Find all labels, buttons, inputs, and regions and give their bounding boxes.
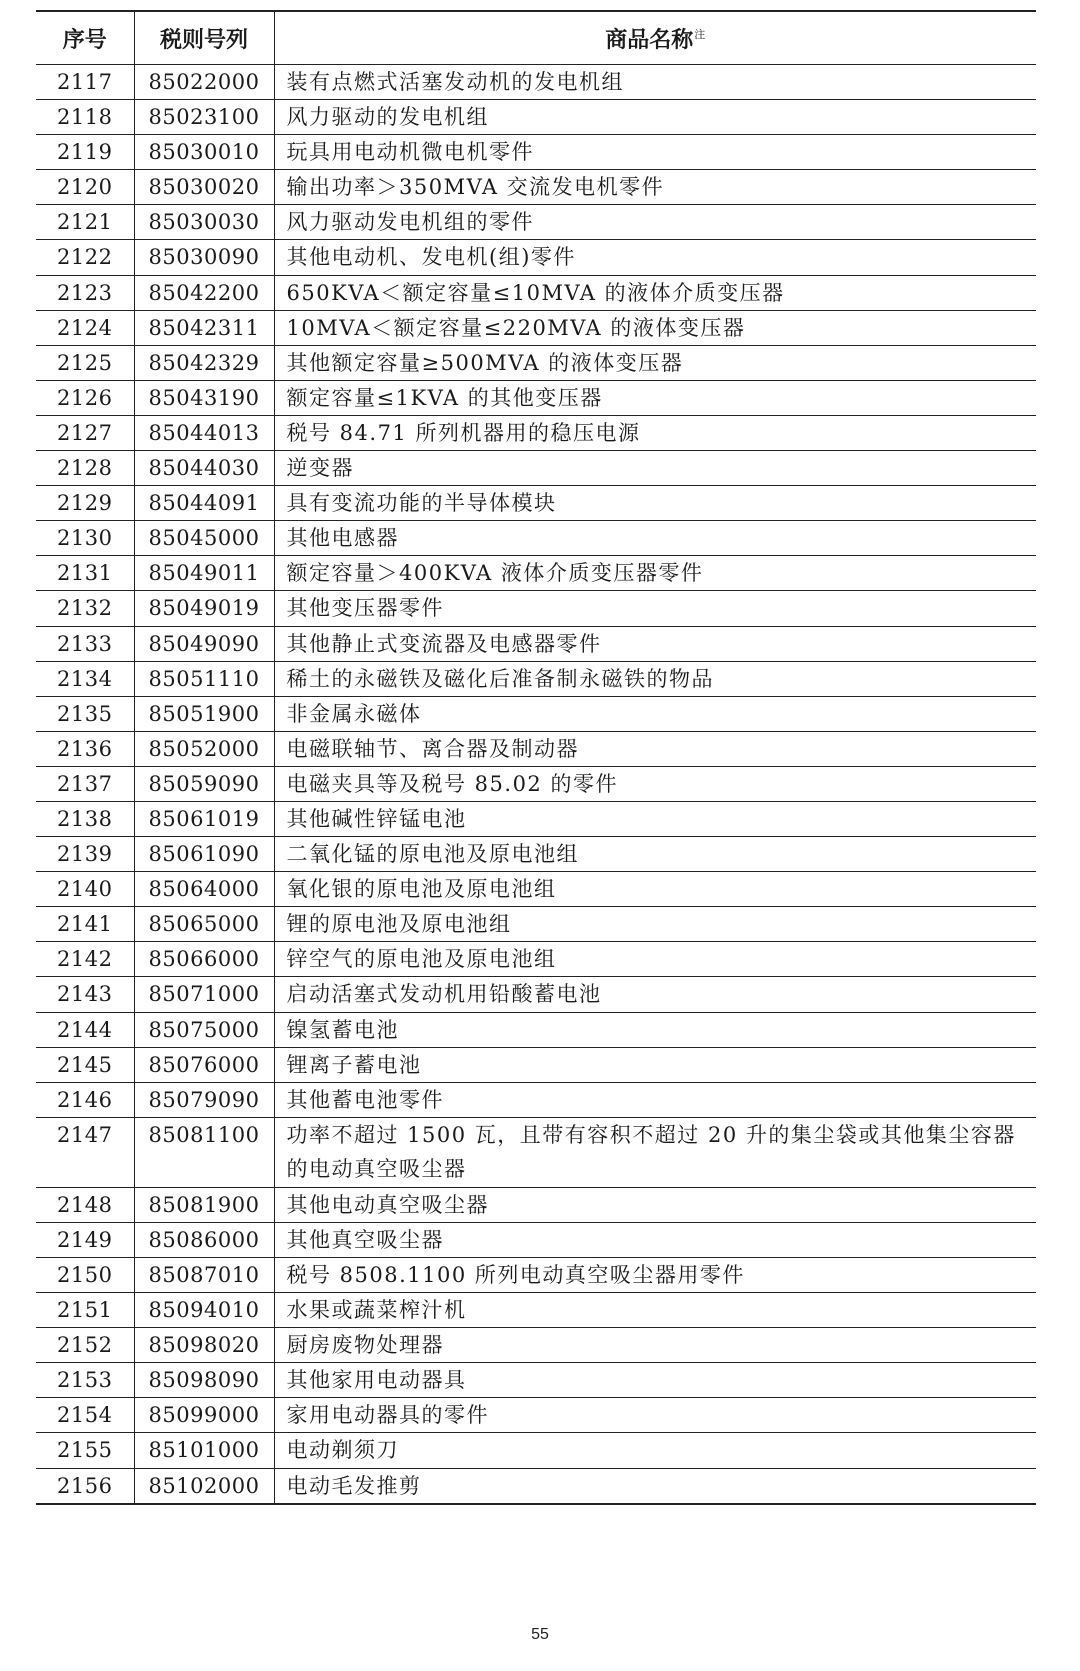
row-tariff-code: 85049011 — [134, 556, 274, 591]
row-seq: 2141 — [36, 907, 134, 942]
row-product-name: 家用电动器具的零件 — [274, 1398, 1036, 1433]
table-row — [36, 1117, 1036, 1187]
row-product-name: 其他蓄电池零件 — [274, 1082, 1036, 1117]
row-tariff-code: 85049019 — [134, 591, 274, 626]
row-product-name: 水果或蔬菜榨汁机 — [274, 1293, 1036, 1328]
row-seq: 2126 — [36, 380, 134, 415]
table-row — [36, 100, 1036, 135]
row-seq: 2130 — [36, 521, 134, 556]
row-tariff-code: 85030030 — [134, 205, 274, 240]
row-seq: 2118 — [36, 100, 134, 135]
row-product-name: 锂的原电池及原电池组 — [274, 907, 1036, 942]
table-row — [36, 872, 1036, 907]
table-row — [36, 1222, 1036, 1257]
row-product-name: 税号 8508.1100 所列电动真空吸尘器用零件 — [274, 1258, 1036, 1293]
row-seq: 2133 — [36, 626, 134, 661]
table-row — [36, 1293, 1036, 1328]
row-seq: 2123 — [36, 275, 134, 310]
row-seq: 2144 — [36, 1012, 134, 1047]
row-seq: 2117 — [36, 65, 134, 100]
row-product-name: 逆变器 — [274, 451, 1036, 486]
row-tariff-code: 85086000 — [134, 1222, 274, 1257]
row-product-name: 其他电动机、发电机(组)零件 — [274, 240, 1036, 275]
row-tariff-code: 85094010 — [134, 1293, 274, 1328]
row-product-name: 稀土的永磁铁及磁化后准备制永磁铁的物品 — [274, 661, 1036, 696]
table-row — [36, 275, 1036, 310]
header-name-footnote: 注 — [694, 28, 706, 42]
row-tariff-code: 85101000 — [134, 1433, 274, 1468]
header-name: 商品名称 — [605, 27, 694, 53]
row-seq: 2139 — [36, 837, 134, 872]
row-seq: 2147 — [36, 1117, 134, 1187]
row-tariff-code: 85044091 — [134, 486, 274, 521]
row-tariff-code: 85044030 — [134, 451, 274, 486]
row-seq: 2145 — [36, 1047, 134, 1082]
table-row — [36, 1468, 1036, 1504]
row-seq: 2148 — [36, 1187, 134, 1222]
row-tariff-code: 85079090 — [134, 1082, 274, 1117]
row-tariff-code: 85022000 — [134, 65, 274, 100]
table-row — [36, 556, 1036, 591]
row-product-name: 功率不超过 1500 瓦，且带有容积不超过 20 升的集尘袋或其他集尘容器的电动真空吸尘器 — [274, 1117, 1036, 1187]
row-seq: 2146 — [36, 1082, 134, 1117]
row-product-name: 10MVA＜额定容量≤220MVA 的液体变压器 — [274, 310, 1036, 345]
row-seq: 2154 — [36, 1398, 134, 1433]
row-tariff-code: 85081900 — [134, 1187, 274, 1222]
table-row — [36, 1258, 1036, 1293]
row-tariff-code: 85043190 — [134, 380, 274, 415]
row-tariff-code: 85023100 — [134, 100, 274, 135]
row-seq: 2127 — [36, 415, 134, 450]
row-tariff-code: 85030090 — [134, 240, 274, 275]
row-tariff-code: 85045000 — [134, 521, 274, 556]
row-product-name: 装有点燃式活塞发动机的发电机组 — [274, 65, 1036, 100]
row-tariff-code: 85051110 — [134, 661, 274, 696]
row-product-name: 电动剃须刀 — [274, 1433, 1036, 1468]
table-row — [36, 837, 1036, 872]
row-tariff-code: 85042200 — [134, 275, 274, 310]
table-row — [36, 310, 1036, 345]
table-row — [36, 591, 1036, 626]
row-seq: 2153 — [36, 1363, 134, 1398]
row-product-name: 厨房废物处理器 — [274, 1328, 1036, 1363]
table-row — [36, 801, 1036, 836]
row-tariff-code: 85071000 — [134, 977, 274, 1012]
row-tariff-code: 85099000 — [134, 1398, 274, 1433]
row-product-name: 额定容量＞400KVA 液体介质变压器零件 — [274, 556, 1036, 591]
row-seq: 2134 — [36, 661, 134, 696]
row-seq: 2128 — [36, 451, 134, 486]
table-row — [36, 907, 1036, 942]
row-tariff-code: 85087010 — [134, 1258, 274, 1293]
table-row — [36, 696, 1036, 731]
row-product-name: 氧化银的原电池及原电池组 — [274, 872, 1036, 907]
row-seq: 2150 — [36, 1258, 134, 1293]
row-seq: 2131 — [36, 556, 134, 591]
row-product-name: 风力驱动的发电机组 — [274, 100, 1036, 135]
row-product-name: 其他真空吸尘器 — [274, 1222, 1036, 1257]
row-product-name: 启动活塞式发动机用铅酸蓄电池 — [274, 977, 1036, 1012]
row-tariff-code: 85098090 — [134, 1363, 274, 1398]
row-seq: 2156 — [36, 1468, 134, 1504]
row-seq: 2137 — [36, 766, 134, 801]
table-row — [36, 1363, 1036, 1398]
row-seq: 2149 — [36, 1222, 134, 1257]
table-row — [36, 661, 1036, 696]
row-tariff-code: 85030010 — [134, 135, 274, 170]
table-row — [36, 240, 1036, 275]
row-tariff-code: 85065000 — [134, 907, 274, 942]
row-seq: 2125 — [36, 345, 134, 380]
table-row — [36, 1047, 1036, 1082]
row-tariff-code: 85066000 — [134, 942, 274, 977]
header-code: 税则号列 — [134, 11, 274, 65]
table-row — [36, 1398, 1036, 1433]
row-tariff-code: 85030020 — [134, 170, 274, 205]
row-tariff-code: 85051900 — [134, 696, 274, 731]
row-tariff-code: 85102000 — [134, 1468, 274, 1504]
row-product-name: 其他额定容量≥500MVA 的液体变压器 — [274, 345, 1036, 380]
row-tariff-code: 85049090 — [134, 626, 274, 661]
row-seq: 2140 — [36, 872, 134, 907]
row-seq: 2119 — [36, 135, 134, 170]
table-row — [36, 65, 1036, 100]
table-row — [36, 766, 1036, 801]
row-seq: 2143 — [36, 977, 134, 1012]
row-tariff-code: 85044013 — [134, 415, 274, 450]
row-product-name: 锂离子蓄电池 — [274, 1047, 1036, 1082]
header-seq: 序号 — [36, 11, 134, 65]
row-product-name: 镍氢蓄电池 — [274, 1012, 1036, 1047]
row-product-name: 电磁联轴节、离合器及制动器 — [274, 731, 1036, 766]
row-product-name: 输出功率＞350MVA 交流发电机零件 — [274, 170, 1036, 205]
table-row — [36, 380, 1036, 415]
row-product-name: 其他碱性锌锰电池 — [274, 801, 1036, 836]
table-row — [36, 942, 1036, 977]
row-seq: 2142 — [36, 942, 134, 977]
table-row — [36, 205, 1036, 240]
row-seq: 2155 — [36, 1433, 134, 1468]
row-product-name: 其他静止式变流器及电感器零件 — [274, 626, 1036, 661]
page-number: 55 — [531, 1626, 549, 1643]
row-product-name: 额定容量≤1KVA 的其他变压器 — [274, 380, 1036, 415]
row-product-name: 其他电感器 — [274, 521, 1036, 556]
row-product-name: 具有变流功能的半导体模块 — [274, 486, 1036, 521]
row-tariff-code: 85081100 — [134, 1117, 274, 1187]
table-row — [36, 977, 1036, 1012]
row-tariff-code: 85052000 — [134, 731, 274, 766]
row-seq: 2151 — [36, 1293, 134, 1328]
row-product-name: 二氧化锰的原电池及原电池组 — [274, 837, 1036, 872]
table-row — [36, 1187, 1036, 1222]
row-seq: 2152 — [36, 1328, 134, 1363]
table-row — [36, 1012, 1036, 1047]
row-seq: 2136 — [36, 731, 134, 766]
table-row — [36, 451, 1036, 486]
table-row — [36, 415, 1036, 450]
table-row — [36, 135, 1036, 170]
row-product-name: 电磁夹具等及税号 85.02 的零件 — [274, 766, 1036, 801]
row-seq: 2135 — [36, 696, 134, 731]
row-seq: 2129 — [36, 486, 134, 521]
row-tariff-code: 85042329 — [134, 345, 274, 380]
header-name-cell — [274, 11, 1036, 65]
table-row — [36, 1082, 1036, 1117]
row-product-name: 玩具用电动机微电机零件 — [274, 135, 1036, 170]
row-tariff-code: 85061090 — [134, 837, 274, 872]
row-tariff-code: 85061019 — [134, 801, 274, 836]
table-row — [36, 170, 1036, 205]
row-product-name: 其他电动真空吸尘器 — [274, 1187, 1036, 1222]
row-product-name: 其他变压器零件 — [274, 591, 1036, 626]
row-tariff-code: 85059090 — [134, 766, 274, 801]
row-product-name: 锌空气的原电池及原电池组 — [274, 942, 1036, 977]
row-tariff-code: 85075000 — [134, 1012, 274, 1047]
table-body — [36, 65, 1036, 1504]
row-product-name: 非金属永磁体 — [274, 696, 1036, 731]
table-header — [36, 11, 1036, 65]
table-row — [36, 1433, 1036, 1468]
tariff-table — [36, 10, 1036, 1505]
table-row — [36, 731, 1036, 766]
table-row — [36, 486, 1036, 521]
table-row — [36, 521, 1036, 556]
row-product-name: 税号 84.71 所列机器用的稳压电源 — [274, 415, 1036, 450]
row-seq: 2121 — [36, 205, 134, 240]
header-row — [36, 11, 1036, 65]
row-product-name: 其他家用电动器具 — [274, 1363, 1036, 1398]
table-row — [36, 1328, 1036, 1363]
row-product-name: 650KVA＜额定容量≤10MVA 的液体介质变压器 — [274, 275, 1036, 310]
row-tariff-code: 85042311 — [134, 310, 274, 345]
table-row — [36, 345, 1036, 380]
row-tariff-code: 85076000 — [134, 1047, 274, 1082]
row-tariff-code: 85098020 — [134, 1328, 274, 1363]
row-seq: 2122 — [36, 240, 134, 275]
row-seq: 2138 — [36, 801, 134, 836]
table-row — [36, 626, 1036, 661]
row-seq: 2132 — [36, 591, 134, 626]
row-product-name: 风力驱动发电机组的零件 — [274, 205, 1036, 240]
row-product-name: 电动毛发推剪 — [274, 1468, 1036, 1504]
row-tariff-code: 85064000 — [134, 872, 274, 907]
row-seq: 2120 — [36, 170, 134, 205]
row-seq: 2124 — [36, 310, 134, 345]
